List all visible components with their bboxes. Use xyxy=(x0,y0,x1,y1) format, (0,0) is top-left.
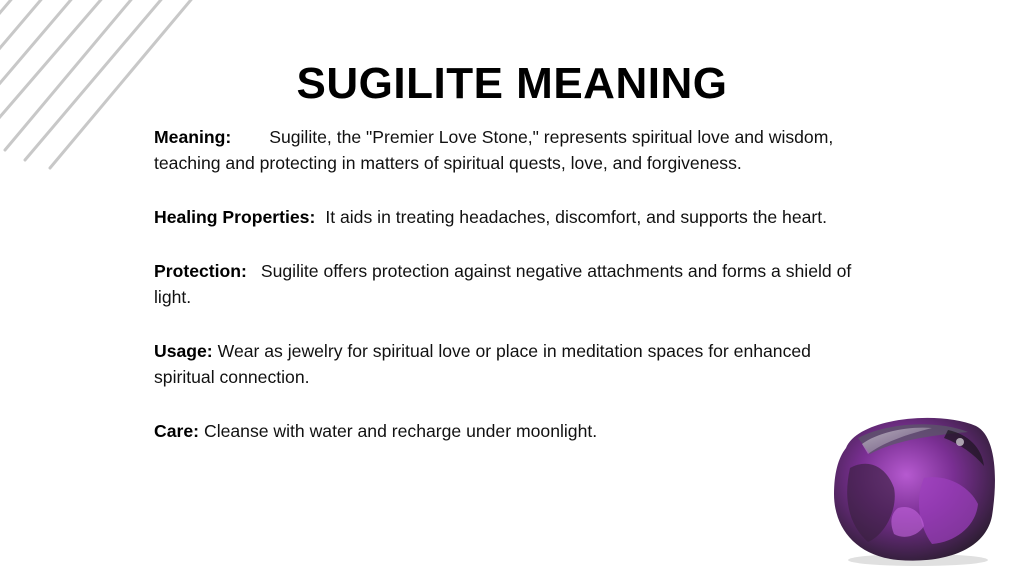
sugilite-stone-image xyxy=(828,408,998,568)
section-healing-properties xyxy=(154,204,874,230)
protection-label: Protection: xyxy=(154,261,247,281)
section-care xyxy=(154,418,874,444)
protection-text: Sugilite offers protection against negative attachments and forms a shield of light. xyxy=(154,261,852,307)
section-protection xyxy=(154,258,874,310)
care-text: Cleanse with water and recharge under moonlight. xyxy=(203,421,598,441)
meaning-text: Sugilite, the "Premier Love Stone," represents spiritual love and wisdom, teaching and protecting in matters of spiritual quests, love, and forgiveness. xyxy=(154,127,834,173)
healing-properties-label: Healing Properties: xyxy=(154,207,316,227)
healing-properties-text: It aids in treating headaches, discomfort, and supports the heart. xyxy=(325,207,828,227)
section-usage xyxy=(154,338,874,390)
meaning-label: Meaning: xyxy=(154,127,232,147)
usage-label: Usage: xyxy=(154,341,213,361)
usage-text: Wear as jewelry for spiritual love or place in meditation spaces for enhanced spiritual connection. xyxy=(154,341,811,387)
slide-title: SUGILITE MEANING xyxy=(296,59,728,108)
content-body xyxy=(154,124,874,472)
care-label: Care: xyxy=(154,421,199,441)
section-meaning xyxy=(154,124,874,176)
